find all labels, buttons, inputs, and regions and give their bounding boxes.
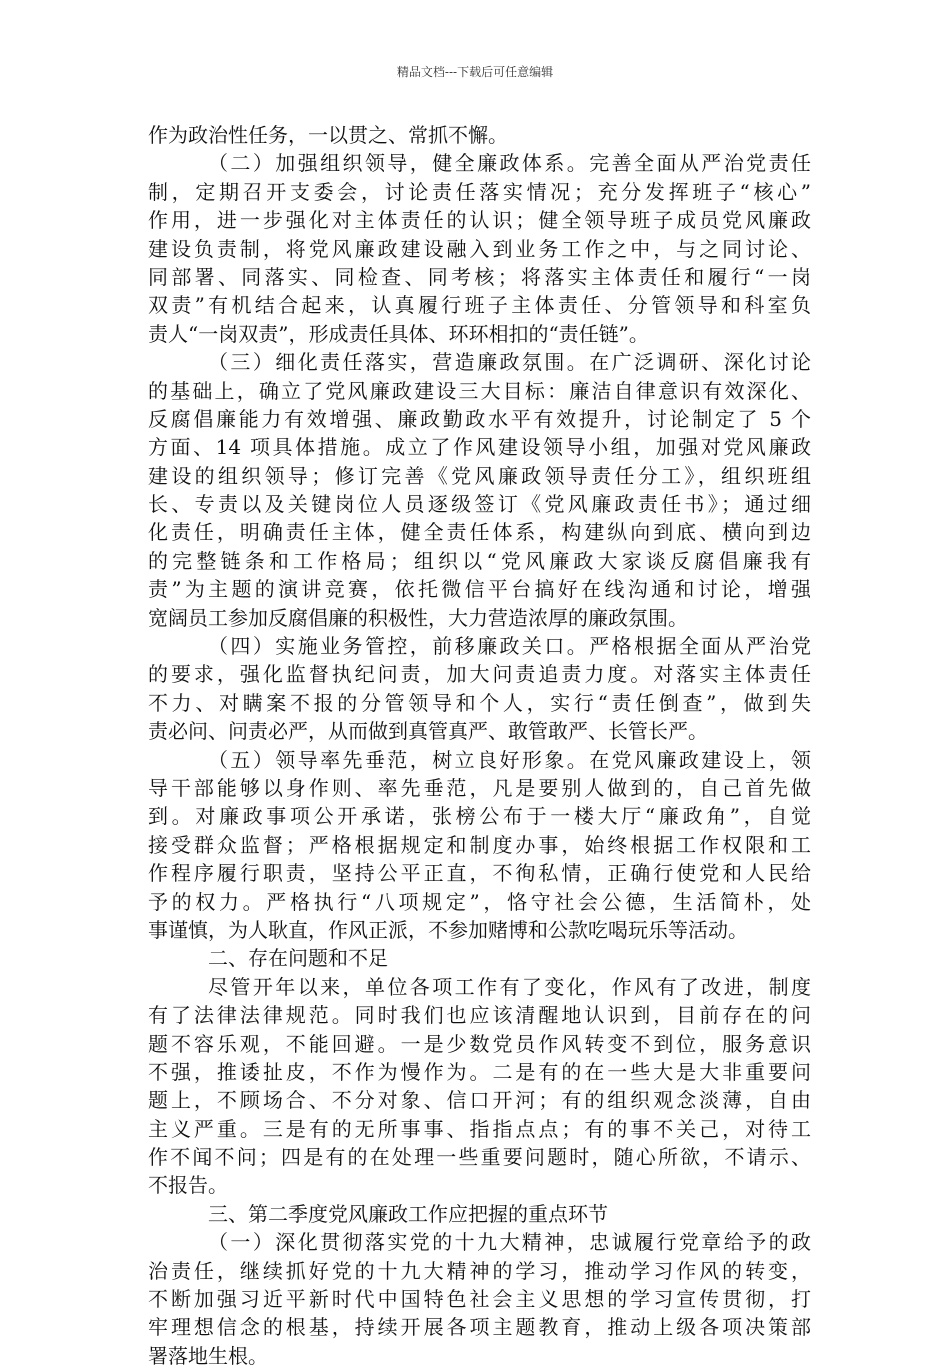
text-line: 制，定期召开支委会，讨论责任落实情况；充分发挥班子“核心”	[148, 179, 811, 204]
text-line: 主义严重。三是有的无所事事、指指点点；有的事不关己，对待工	[148, 1116, 811, 1141]
text-line: （一）深化贯彻落实党的十九大精神，忠诚履行党章给予的政	[208, 1230, 811, 1255]
text-line: 尽管开年以来，单位各项工作有了变化，作风有了改进，制度	[208, 974, 811, 999]
text-line: 有了法律法律规范。同时我们也应该清醒地认识到，目前存在的问	[148, 1003, 811, 1028]
text-line: 同部署、同落实、同检查、同考核；将落实主体责任和履行“一岗	[148, 264, 811, 289]
text-line: （三）细化责任落实，营造廉政氛围。在广泛调研、深化讨论	[208, 350, 811, 375]
text-line: （四）实施业务管控，前移廉政关口。严格根据全面从严治党	[208, 634, 811, 659]
text-line: 反腐倡廉能力有效增强、廉政勤政水平有效提升，讨论制定了 5 个	[148, 406, 811, 431]
text-line: 不强，推诿扯皮，不作为慢作为。二是有的在一些大是大非重要问	[148, 1059, 811, 1084]
text-line: 不力、对瞒案不报的分管领导和个人，实行“责任倒查”，做到失	[148, 690, 811, 715]
text-line: 的完整链条和工作格局；组织以“党风廉政大家谈反腐倡廉我有	[148, 548, 811, 573]
text-line: 作为政治性任务，一以贯之、常抓不懈。	[148, 123, 508, 147]
text-line: 化责任，明确责任主体，健全责任体系，构建纵向到底、横向到边	[148, 520, 811, 545]
text-line: 接受群众监督；严格根据规定和制度办事，始终根据工作权限和工	[148, 832, 811, 857]
text-line: 建设负责制，将党风廉政建设融入到业务工作之中，与之同讨论、	[148, 236, 811, 261]
text-line: 作程序履行职责，坚持公平正直，不徇私情，正确行使党和人民给	[148, 861, 811, 886]
text-line: 到。对廉政事项公开承诺，张榜公布于一楼大厅“廉政角”，自觉	[148, 804, 811, 829]
text-line: 不断加强习近平新时代中国特色社会主义思想的学习宣传贯彻，打	[148, 1287, 811, 1312]
text-line: 二、存在问题和不足	[208, 946, 388, 971]
text-line: 作用，进一步强化对主体责任的认识；健全领导班子成员党风廉政	[148, 208, 811, 233]
text-line: 责人“一岗双责”，形成责任具体、环环相扣的“责任链”。	[148, 321, 649, 346]
text-line: 方面、14 项具体措施。成立了作风建设领导小组，加强对党风廉政	[148, 435, 811, 460]
text-line: 的基础上，确立了党风廉政建设三大目标：廉洁自律意识有效深化、	[148, 378, 811, 403]
text-line: 责必问、问责必严，从而做到真管真严、敢管敢严、长管长严。	[148, 719, 708, 744]
text-line: 予的权力。严格执行“八项规定”，恪守社会公德，生活简朴，处	[148, 889, 811, 914]
text-line: 责”为主题的演讲竞赛，依托微信平台搞好在线沟通和讨论，增强	[148, 577, 811, 602]
text-line: 三、第二季度党风廉政工作应把握的重点环节	[208, 1201, 608, 1226]
text-line: 牢理想信念的根基，持续开展各项主题教育，推动上级各项决策部	[148, 1315, 811, 1340]
text-line: 治责任，继续抓好党的十九大精神的学习，推动学习作风的转变，	[148, 1258, 811, 1283]
text-line: 题不容乐观，不能回避。一是少数党员作风转变不到位，服务意识	[148, 1031, 811, 1056]
text-line: 不报告。	[148, 1173, 228, 1198]
text-line: 宽阔员工参加反腐倡廉的积极性，大力营造浓厚的廉政氛围。	[148, 605, 688, 630]
text-line: 署落地生根。	[148, 1343, 268, 1368]
text-line: （五）领导率先垂范，树立良好形象。在党风廉政建设上，领	[208, 747, 811, 772]
document-body	[148, 121, 811, 1370]
text-line: 作不闻不问；四是有的在处理一些重要问题时，随心所欲，不请示、	[148, 1145, 811, 1170]
text-line: 建设的组织领导；修订完善《党风廉政领导责任分工》，组织班组	[148, 463, 811, 488]
text-line: 导干部能够以身作则、率先垂范，凡是要别人做到的，自己首先做	[148, 775, 811, 800]
text-line: 题上，不顾场合、不分对象、信口开河；有的组织观念淡薄，自由	[148, 1088, 811, 1113]
text-line: 双责”有机结合起来，认真履行班子主体责任、分管领导和科室负	[148, 293, 811, 318]
text-line: 事谨慎，为人耿直，作风正派，不参加赌博和公款吃喝玩乐等活动。	[148, 917, 748, 942]
page-header: 精品文档---下载后可任意编辑	[396, 65, 554, 79]
text-line: 的要求，强化监督执纪问责，加大问责追责力度。对落实主体责任	[148, 662, 811, 687]
text-line: 长、专责以及关键岗位人员逐级签订《党风廉政责任书》；通过细	[148, 492, 811, 517]
text-line: （二）加强组织领导，健全廉政体系。完善全面从严治党责任	[208, 151, 811, 176]
